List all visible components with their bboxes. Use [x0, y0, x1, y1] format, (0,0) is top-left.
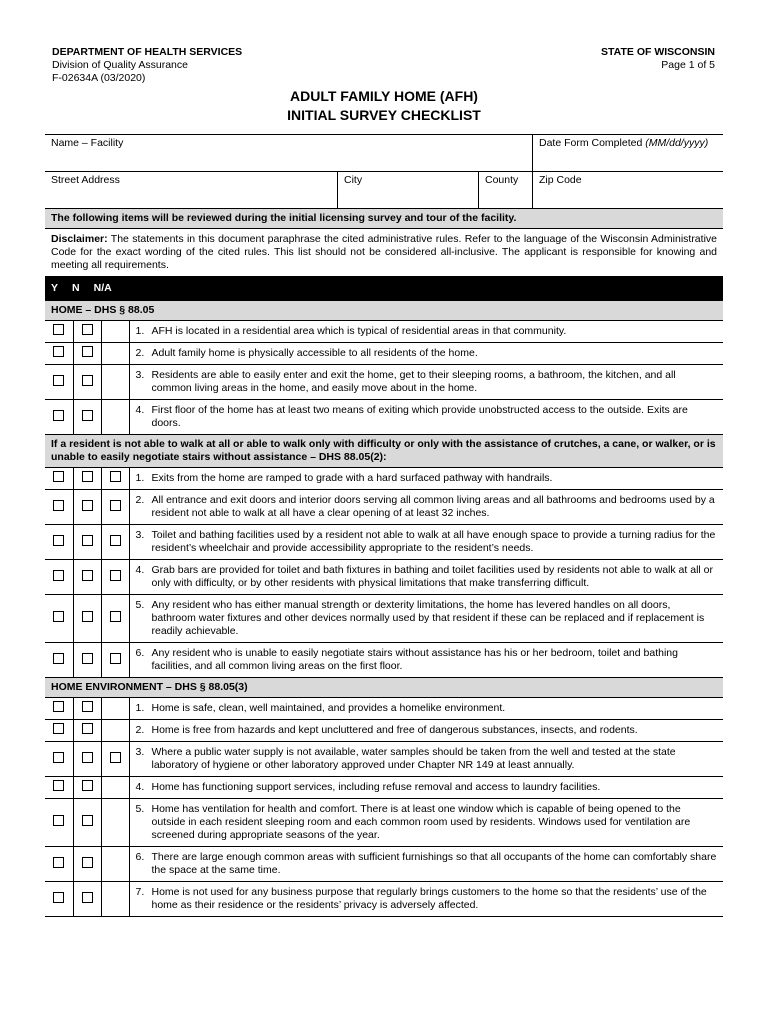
checklist-item-row — [45, 468, 723, 490]
na-checkbox[interactable] — [110, 752, 121, 763]
na-cell — [101, 525, 129, 560]
na-checkbox[interactable] — [110, 570, 121, 581]
yes-cell — [45, 742, 73, 777]
na-checkbox[interactable] — [110, 611, 121, 622]
name-facility-label: Name – Facility — [51, 137, 124, 149]
checklist-item-row — [45, 847, 723, 882]
na-cell — [101, 698, 129, 720]
no-checkbox[interactable] — [82, 500, 93, 511]
no-checkbox[interactable] — [82, 752, 93, 763]
date-format-hint: (MM/dd/yyyy) — [645, 137, 709, 149]
disclaimer-label: Disclaimer: — [51, 233, 108, 245]
item-text-cell — [129, 847, 723, 882]
no-checkbox[interactable] — [82, 857, 93, 868]
na-cell — [101, 490, 129, 525]
date-completed-label: Date Form Completed — [539, 137, 643, 149]
checklist-item-row — [45, 643, 723, 678]
item-number: 4. — [135, 404, 145, 416]
disclaimer — [45, 229, 723, 277]
item-text-cell — [129, 698, 723, 720]
checklist-item-row — [45, 882, 723, 917]
no-cell — [73, 799, 101, 847]
yes-cell — [45, 882, 73, 917]
yes-cell — [45, 560, 73, 595]
item-number: 5. — [135, 803, 145, 815]
yes-checkbox[interactable] — [53, 375, 64, 386]
na-cell — [101, 847, 129, 882]
no-checkbox[interactable] — [82, 410, 93, 421]
checklist-item-row — [45, 777, 723, 799]
intro-row: The following items will be reviewed during the initial licensing survey and tour of the facility. — [45, 209, 723, 229]
na-cell — [101, 468, 129, 490]
checklist-item-row — [45, 400, 723, 435]
checklist-item-row — [45, 365, 723, 400]
item-text: Home is not used for any business purpose that regularly brings customers to the home so that the residents’ use of the home as their residence or the residents’ privacy is adversely affected. — [151, 886, 707, 911]
section-title: If a resident is not able to walk at all or able to walk only with difficulty or only with the assistance of crutches, a cane, or walker, or is unable to easily negotiate stairs without assistance – DHS 88.05(2): — [45, 435, 723, 468]
no-cell — [73, 643, 101, 678]
department-name: DEPARTMENT OF HEALTH SERVICES — [52, 46, 243, 58]
na-cell — [101, 595, 129, 643]
item-number: 3. — [135, 529, 145, 541]
no-cell — [73, 560, 101, 595]
checklist-item-row — [45, 490, 723, 525]
item-text: All entrance and exit doors and interior doors serving all common living areas and all bathrooms and bedrooms used by a resident not able to walk at all have a clear opening of at least 32 inches. — [151, 494, 715, 519]
item-text: There are large enough common areas with sufficient furnishings so that all occupants of the home can comfortably share the space at the same time. — [151, 851, 717, 876]
na-cell — [101, 799, 129, 847]
item-text-cell — [129, 882, 723, 917]
na-cell — [101, 882, 129, 917]
na-checkbox[interactable] — [110, 653, 121, 664]
section-header-row — [45, 301, 723, 321]
na-cell — [101, 720, 129, 742]
yes-cell — [45, 847, 73, 882]
no-cell — [73, 365, 101, 400]
item-text: First floor of the home has at least two means of exiting which provide unobstructed access to the outside. Exits are doors. — [151, 404, 688, 429]
checklist-item-row — [45, 799, 723, 847]
item-number: 6. — [135, 851, 145, 863]
item-text: Exits from the home are ramped to grade with a hard surfaced pathway with handrails. — [151, 472, 553, 484]
page-number: Page 1 of 5 — [661, 59, 715, 71]
column-header-row — [45, 277, 723, 301]
item-text-cell — [129, 595, 723, 643]
item-text: Adult family home is physically accessible to all residents of the home. — [151, 347, 478, 359]
yes-checkbox[interactable] — [53, 857, 64, 868]
yes-cell — [45, 343, 73, 365]
yes-cell — [45, 400, 73, 435]
checklist-item-row — [45, 595, 723, 643]
yes-checkbox[interactable] — [53, 611, 64, 622]
checklist-item-row — [45, 560, 723, 595]
checklist-sections — [45, 301, 723, 917]
no-checkbox[interactable] — [82, 815, 93, 826]
yes-checkbox[interactable] — [53, 570, 64, 581]
no-cell — [73, 490, 101, 525]
item-number: 5. — [135, 599, 145, 611]
yes-checkbox[interactable] — [53, 471, 64, 482]
city-field[interactable] — [338, 172, 479, 209]
no-checkbox[interactable] — [82, 324, 93, 335]
zip-code-field[interactable] — [533, 172, 724, 209]
yes-checkbox[interactable] — [53, 410, 64, 421]
item-text-cell — [129, 490, 723, 525]
state-name: STATE OF WISCONSIN — [601, 46, 715, 58]
item-number: 2. — [135, 494, 145, 506]
na-cell — [101, 742, 129, 777]
section-title: HOME – DHS § 88.05 — [45, 301, 723, 321]
item-number: 7. — [135, 886, 145, 898]
na-cell — [101, 321, 129, 343]
item-text-cell — [129, 560, 723, 595]
county-label: County — [485, 174, 519, 186]
item-text-cell — [129, 400, 723, 435]
no-cell — [73, 595, 101, 643]
yes-checkbox[interactable] — [53, 780, 64, 791]
na-cell — [101, 777, 129, 799]
na-checkbox[interactable] — [110, 535, 121, 546]
section-header-row — [45, 435, 723, 468]
item-text-cell — [129, 468, 723, 490]
disclaimer-text: The statements in this document paraphrase the cited administrative rules. Refer to the language of the Wisconsin Administrative Code for the exact wording of the cited rules. This list should not be considered all-inclusive. The applicant is responsible for knowing and meeting all requirements. — [51, 233, 717, 271]
yes-cell — [45, 595, 73, 643]
form-id: F-02634A (03/2020) — [52, 72, 146, 84]
section-title: HOME ENVIRONMENT – DHS § 88.05(3) — [45, 678, 723, 698]
no-cell — [73, 777, 101, 799]
yes-checkbox[interactable] — [53, 535, 64, 546]
na-checkbox[interactable] — [110, 471, 121, 482]
yes-cell — [45, 490, 73, 525]
item-text-cell — [129, 742, 723, 777]
division-name: Division of Quality Assurance — [52, 59, 188, 71]
item-text-cell — [129, 777, 723, 799]
yes-cell — [45, 799, 73, 847]
no-checkbox[interactable] — [82, 701, 93, 712]
na-cell — [101, 643, 129, 678]
na-checkbox[interactable] — [110, 500, 121, 511]
yes-checkbox[interactable] — [53, 701, 64, 712]
item-number: 1. — [135, 472, 145, 484]
na-cell — [101, 365, 129, 400]
item-text: Grab bars are provided for toilet and bath fixtures in bathing and toilet facilities used by residents not able to walk at all or only with difficulty, or by other residents with physical limitations that make transferring difficult. — [151, 564, 713, 589]
city-label: City — [344, 174, 363, 186]
yes-cell — [45, 698, 73, 720]
no-checkbox[interactable] — [82, 780, 93, 791]
column-na: N/A — [93, 282, 112, 294]
checklist-item-row — [45, 343, 723, 365]
zip-code-label: Zip Code — [539, 174, 582, 186]
no-checkbox[interactable] — [82, 892, 93, 903]
section-header-row — [45, 678, 723, 698]
yes-checkbox[interactable] — [53, 346, 64, 357]
title-line-2: INITIAL SURVEY CHECKLIST — [287, 107, 481, 123]
yes-checkbox[interactable] — [53, 653, 64, 664]
no-checkbox[interactable] — [82, 375, 93, 386]
item-number: 3. — [135, 369, 145, 381]
item-text-cell — [129, 525, 723, 560]
yes-checkbox[interactable] — [53, 500, 64, 511]
item-text: Home is free from hazards and kept uncluttered and free of dangerous substances, insects, and rodents. — [151, 724, 638, 736]
no-cell — [73, 882, 101, 917]
no-checkbox[interactable] — [82, 346, 93, 357]
no-cell — [73, 343, 101, 365]
no-cell — [73, 321, 101, 343]
na-cell — [101, 400, 129, 435]
item-number: 2. — [135, 347, 145, 359]
no-checkbox[interactable] — [82, 471, 93, 482]
document-title — [0, 87, 768, 125]
item-number: 3. — [135, 746, 145, 758]
no-cell — [73, 468, 101, 490]
no-cell — [73, 525, 101, 560]
no-checkbox[interactable] — [82, 611, 93, 622]
yes-checkbox[interactable] — [53, 752, 64, 763]
item-text-cell — [129, 799, 723, 847]
yes-checkbox[interactable] — [53, 324, 64, 335]
county-field[interactable] — [479, 172, 533, 209]
item-text-cell — [129, 365, 723, 400]
item-text: Home is safe, clean, well maintained, and provides a homelike environment. — [151, 702, 506, 714]
yes-checkbox[interactable] — [53, 723, 64, 734]
header-left — [52, 46, 242, 85]
yes-cell — [45, 365, 73, 400]
item-text: Any resident who has either manual strength or dexterity limitations, the home has levered handles on all doors, bathroom water fixtures and other devices normally used by that resident if these can be replaced and if replacement is readily achievable. — [151, 599, 705, 637]
item-number: 4. — [135, 781, 145, 793]
checklist-item-row — [45, 321, 723, 343]
no-checkbox[interactable] — [82, 653, 93, 664]
item-number: 1. — [135, 702, 145, 714]
item-text-cell — [129, 343, 723, 365]
name-facility-field[interactable] — [45, 135, 533, 172]
checklist-item-row — [45, 742, 723, 777]
title-line-1: ADULT FAMILY HOME (AFH) — [290, 88, 478, 104]
no-cell — [73, 698, 101, 720]
yes-cell — [45, 525, 73, 560]
yes-cell — [45, 321, 73, 343]
item-text: AFH is located in a residential area which is typical of residential areas in that community. — [151, 325, 567, 337]
checklist-item-row — [45, 698, 723, 720]
item-text-cell — [129, 643, 723, 678]
yes-cell — [45, 643, 73, 678]
no-cell — [73, 400, 101, 435]
column-y: Y — [51, 282, 59, 294]
no-checkbox[interactable] — [82, 723, 93, 734]
column-n: N — [72, 282, 80, 294]
street-address-field[interactable] — [45, 172, 338, 209]
item-text-cell — [129, 321, 723, 343]
item-text: Where a public water supply is not available, water samples should be taken from the well and tested at the state laboratory of hygiene or other laboratory approved under Chapter NR 149 at least annually. — [151, 746, 676, 771]
checklist-item-row — [45, 720, 723, 742]
street-address-label: Street Address — [51, 174, 120, 186]
yes-checkbox[interactable] — [53, 815, 64, 826]
na-cell — [101, 560, 129, 595]
item-text: Residents are able to easily enter and exit the home, get to their sleeping rooms, a bathroom, the kitchen, and all common living areas in the home, and easily move about in the home. — [151, 369, 676, 394]
item-text: Home has ventilation for health and comfort. There is at least one window which is capable of being opened to the outside in each resident sleeping room and each common room used by residents. Windows used for ventilation are screened during appropriate seasons of the year. — [151, 803, 691, 841]
item-number: 1. — [135, 325, 145, 337]
item-number: 6. — [135, 647, 145, 659]
item-text: Toilet and bathing facilities used by a resident not able to walk at all have enough space to provide a turning radius for the resident’s wheelchair and provide accessibility appropriate to the resident’s needs. — [151, 529, 716, 554]
date-completed-field[interactable] — [533, 135, 724, 172]
header-right — [601, 46, 715, 72]
yes-cell — [45, 720, 73, 742]
item-text-cell — [129, 720, 723, 742]
no-checkbox[interactable] — [82, 570, 93, 581]
item-text: Any resident who is unable to easily negotiate stairs without assistance has his or her bedroom, toilet and bathing facilities, and all common living areas on the first floor. — [151, 647, 678, 672]
no-cell — [73, 742, 101, 777]
yes-checkbox[interactable] — [53, 892, 64, 903]
no-cell — [73, 847, 101, 882]
checklist-item-row — [45, 525, 723, 560]
item-number: 2. — [135, 724, 145, 736]
item-number: 4. — [135, 564, 145, 576]
item-text: Home has functioning support services, including refuse removal and access to laundry facilities. — [151, 781, 601, 793]
checklist-table — [45, 208, 723, 917]
no-checkbox[interactable] — [82, 535, 93, 546]
facility-info-form — [45, 134, 723, 209]
yes-cell — [45, 468, 73, 490]
yes-cell — [45, 777, 73, 799]
na-cell — [101, 343, 129, 365]
no-cell — [73, 720, 101, 742]
